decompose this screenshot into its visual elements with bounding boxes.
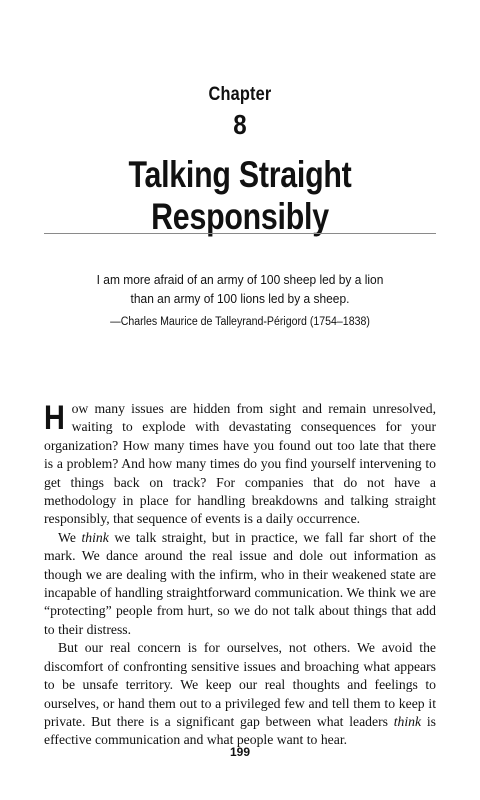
paragraph-2-text-b: we talk straight, but in practice, we fall far short of the mark. We dance around the real issue and dole out information as though we are dealing with the infirm, who in their weakened state are incapable of handling straightforward communication. We think we are “protecting” people from hurt, so we do not talk about things that add to their distress. <box>44 529 436 637</box>
paragraph-2-text-a: We <box>58 529 82 545</box>
paragraph-3-text-a: But our real concern is for ourselves, not others. We avoid the discomfort of confronting sensitive issues and broaching what appears to be unsafe territory. We keep our real thoughts and feelings to ourselves, or hand them out to a privileged few and tell them to keep it private. But there is a significant gap between what leaders <box>44 640 436 729</box>
chapter-title <box>43 154 437 238</box>
paragraph-1 <box>44 400 436 529</box>
epigraph-line-1: I am more afraid of an army of 100 sheep led by a lion <box>96 272 384 287</box>
epigraph-line-2: than an army of 100 lions led by a sheep. <box>130 291 350 306</box>
chapter-label: Chapter <box>208 84 272 105</box>
chapter-number: 8 <box>233 109 247 140</box>
epigraph-attribution: —Charles Maurice de Talleyrand-Périgord (1754–1838) <box>110 316 370 328</box>
chapter-title-line-1: Talking Straight <box>128 154 352 195</box>
paragraph-1-text: ow many issues are hidden from sight and remain unresolved, waiting to explode with devastating consequences for your organization? How many times have you found out too late that there is a problem? And how many times do you find yourself intervening to get things back on track? For companies that do not have a methodology in place for handling breakdowns and talking straight responsibly, that sequence of events is a daily occurrence. <box>44 401 436 527</box>
paragraph-2 <box>44 529 436 639</box>
paragraph-3 <box>44 639 436 749</box>
epigraph-quote <box>78 270 402 308</box>
chapter-title-line-2: Responsibly <box>151 196 329 237</box>
title-divider <box>44 233 436 234</box>
paragraph-3-text-b: is effective communication and what people want to hear. <box>44 713 436 748</box>
body-text <box>44 400 436 750</box>
page-number: 199 <box>229 745 251 759</box>
paragraph-3-emphasis: think <box>393 713 422 729</box>
drop-cap: H <box>44 399 65 437</box>
paragraph-2-emphasis: think <box>81 529 109 545</box>
